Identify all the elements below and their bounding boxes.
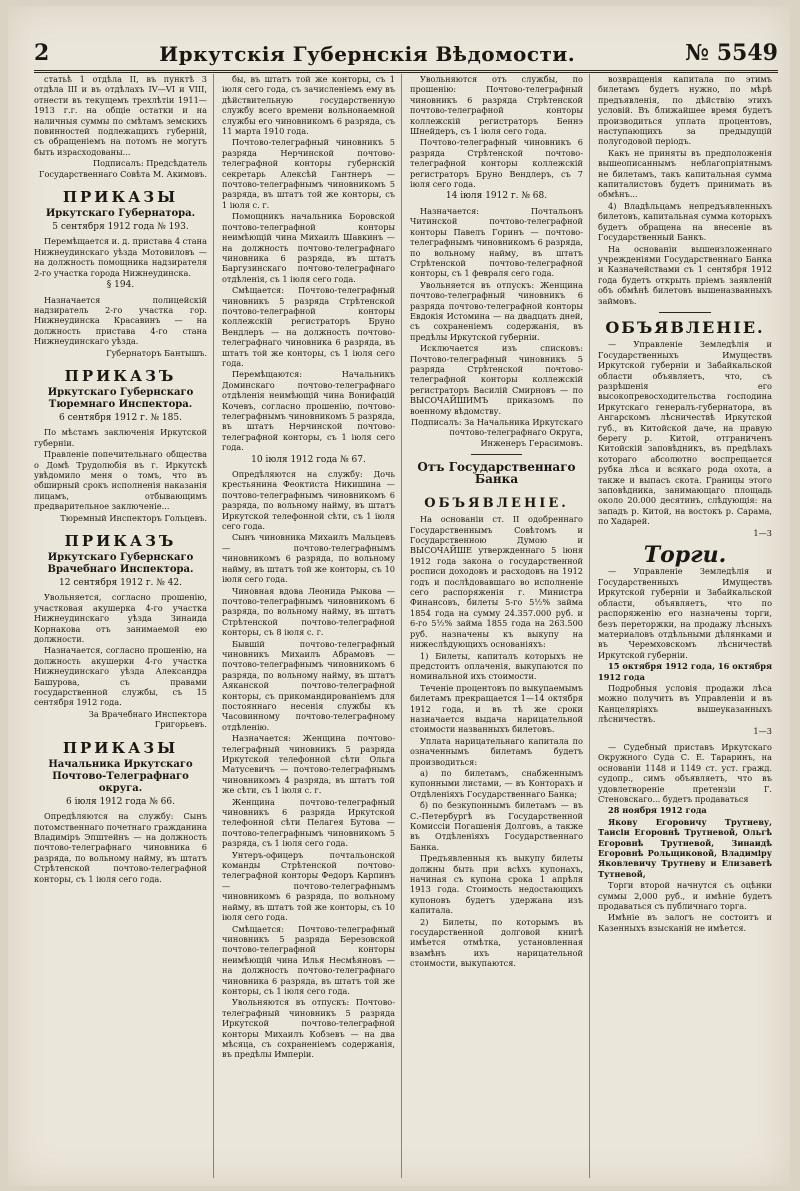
column-4 [598, 74, 778, 1178]
signature: Подписалъ: Предсѣдатель Государственнаго Совѣта М. Акимовъ. [39, 158, 207, 179]
paragraph: 4) Владѣльцамъ непредъявленныхъ билетовъ, капитальная сумма которыхъ будетъ обращена на внесеніе въ Государственный Банкъ. [598, 200, 772, 243]
signature: Губернаторъ Бантышъ. [106, 347, 207, 358]
section-date: 6 іюля 1912 года № 66. [66, 796, 175, 807]
paragraph: Какъ не приняты въ предположенія вышеописаннымъ неблагопріятнымъ не билетамъ, такъ капитальная сумма капиталистовъ будетъ принимать въ обмѣнъ... [598, 147, 772, 200]
paragraph: Помощникъ начальника Боровской почтово-телеграфной конторы неимѣющій чина Михаилъ Шавкинъ — на должность почтово-телеграфнаго чиновника 6 разряда, въ штатъ Баргузинскаго почтово-телеграфнаго отдѣленія, съ 1 іюля сего года. [222, 211, 395, 284]
paragraph: Почтово-телеграфный чиновникъ 6 разряда Стрѣтенской почтово-телеграфной конторы коллежскій регистраторъ Бруно Вендлеръ, съ 7 іюля сего года. [410, 137, 583, 190]
section-title: ПРИКАЗЪ [64, 532, 177, 550]
section-date: 14 іюля 1912 г. № 68. [445, 191, 548, 202]
section-title: ПРИКАЗЫ [62, 188, 179, 207]
paragraph: На основаніи вышеизложеннаго учрежденіями Государственнаго Банка и Казначействами съ 1 сентября 1912 года будетъ открыть пріемъ заявленій объ обмѣнѣ билетовъ вышеназванныхъ займовъ. [598, 243, 772, 306]
newspaper-page [8, 6, 790, 1186]
section-date: § 194. [106, 280, 135, 291]
paragraph: б) по безкупоннымъ билетамъ — въ С.-Петербургѣ въ Государственной Комиссіи Погашенія Долговъ, а также въ Отдѣленіяхъ Государственнаго Банка. [410, 800, 583, 852]
paragraph: Подробныя условія продажи лѣса можно получить въ Управленіи и въ Канцеляріяхъ вышеуказанныхъ лѣсничествъ. [598, 682, 772, 725]
signature: 1—3 [753, 725, 772, 736]
divider [659, 312, 711, 313]
paragraph: Теченіе процентовъ по выкупаемымъ билетамъ прекращается 1—14 октября 1912 года, и въ тѣ же сроки назначается выдача нарицательной стоимости названныхъ билетовъ. [410, 682, 583, 735]
column-3 [410, 74, 590, 1178]
paragraph: бы, въ штатъ той же конторы, съ 1 іюля сего года, съ зачисленіемъ ему въ дѣйствительную государственную службу всего времени вольнонаемной службы его чиновникомъ 6 разряда, съ 11 марта 1910 года. [222, 74, 395, 137]
paragraph: — Управленіе Земледѣлія и Государственныхъ Имуществъ Иркутской губерніи и Забайкальской области объявляетъ, что, съ разрѣшенія его высокопревосходительства господина Иркутскаго генералъ-губернатора, въ Ангарскомъ лѣсничествѣ Иркутской губ., въ Китойской даче, на правую берегу р. Китой, отграниченъ Китойскій заповѣдникъ, въ предѣлахъ котораго абсолютно воспрещается рубка лѣса и всякаго рода охота, а также и выпасъ скота. Границы этого заповѣдника, занимающаго площадь около 20.000 десятинъ, слѣдующія: на западъ р. Китой, на востокъ р. Сарама, по Хадарей. [598, 339, 772, 527]
paragraph: Назначается полицейскій надзиратель 2-го участка гор. Нижнеудинска Красавинъ — на должность пристава 4-го стана Нижнеудинскаго уѣзда. [34, 294, 207, 347]
section-subtitle: ОБЪЯВЛЕНІЕ. [424, 496, 569, 512]
paragraph: По мѣстамъ заключенія Иркутской губерніи. [34, 427, 207, 448]
section-date: 5 сентября 1912 года № 193. [52, 222, 189, 233]
page-number: 2 [34, 40, 50, 66]
section-date: 6 сентября 1912 г. № 185. [59, 412, 182, 423]
section-subtitle: Иркутскаго Губернскаго Врачебнаго Инспектора. [47, 552, 194, 575]
signature: 1—3 [753, 527, 772, 538]
paragraph: Смѣщается: Почтово-телеграфный чиновникъ 5 разряда Березовской почтово-телеграфной конторы неимѣющій чина Илья Несмѣяновъ — на должность почтово-телеграфнаго чиновника 6 разряда, въ штатъ той же конторы, съ 1 іюля сего года. [222, 923, 395, 996]
divider [471, 454, 523, 455]
paragraph: Увольняется въ отпускъ: Женщина почтово-телеграфный чиновникъ 6 разряда почтово-телеграфной конторы Евдокія Истомина — на двадцать дней, съ сохраненіемъ содержанія, въ предѣлы Иркутской губерніи. [410, 279, 583, 342]
column-1 [34, 74, 214, 1178]
paragraph: Правленіе попечительнаго общества о Домѣ Трудолюбія въ г. Иркутскѣ увѣдомило меня о томъ, что въ обширный срокъ исполненія наказанія лицамъ, отбывающимъ предварительное заключеніе... [34, 449, 207, 512]
paragraph: Назначается: Почтальонъ Читинской почтово-телеграфной конторы Павелъ Горинъ — почтово-телеграфнымъ чиновникомъ 6 разряда, по вольному найму, въ штатъ Стрѣтенской почтово-телеграфной конторы, съ 1 февраля сего года. [410, 205, 583, 279]
paragraph: Предъявленныя къ выкупу билеты должны быть при всѣхъ купонахъ, начиная съ купона срока 1 апрѣля 1913 года. Стоимость недостающихъ купоновъ будетъ удержана изъ капитала. [410, 853, 583, 916]
paragraph: Опредѣляются на службу: Сынъ потомственнаго почетнаго гражданина Владиміръ Эпштейнъ — на должность почтово-телеграфнаго чиновника 6 разряда, по вольному найму, въ штатъ Стрѣтенской почтово-телеграфной конторы, съ 1 іюля сего года. [34, 811, 207, 884]
signature: Подписалъ: За Начальника Иркутскаго почтово-телеграфнаго Округа, Инженеръ Герасимовъ. [411, 417, 583, 448]
column-2 [222, 74, 402, 1178]
paragraph: Перемѣщается и. д. пристава 4 стана Нижнеудинскаго уѣзда Мотовиловъ — на должность помощника надзирателя 2-го участка города Нижнеудинска. [34, 236, 207, 278]
paragraph: 2) Билеты, по которымъ въ государственной долговой книгѣ имѣется отмѣтка, установленная взамѣнъ ихъ нарицательной стоимости, выкупаются. [410, 916, 583, 969]
paragraph: Бывшій почтово-телеграфный чиновникъ Михаилъ Абрамовъ — почтово-телеграфнымъ чиновникомъ 6 разряда, по вольному найму, въ штатъ Аяканской почтово-телеграфной конторы, съ прикомандированіемъ для постояннаго несенія службы къ Часовинному почтово-телеграфному отдѣленію. [222, 638, 395, 732]
paragraph: Опредѣляются на службу: Дочь крестьянина Феоктиста Никишина — почтово-телеграфнымъ чиновникомъ 6 разряда, по вольному найму, въ штатъ Иркутской телефонной сѣти, съ 1 іюля сего года. [222, 469, 395, 532]
paragraph: Назначается, согласно прошенію, на должность акушерки 4-го участка Нижнеудинскаго уѣзда Александра Башурова, съ правами государственной службы, съ 15 сентября 1912 года. [34, 645, 207, 708]
paragraph: — Управленіе Земледѣлія и Государственныхъ Имуществъ Иркутской губерніи и Забайкальской области, объявляетъ, что по распоряженію его назначены торги, безъ переторжки, на продажу лѣсныхъ материаловъ отдѣльными дѣлянками и въ Черемховскомъ лѣсничествѣ Иркутской губерніи. [598, 566, 772, 660]
highlighted-names: Якову Егоровичу Трутневу, Таисіи Егоровнѣ Трутневой, Ольгѣ Егоровнѣ Трутневой, Зинаидѣ Егоровнѣ Рольщиковой, Владиміру Яковлевичу Трутневу и Елизаветѣ Тутневой, [598, 816, 772, 879]
paragraph: Увольняются въ отпускъ: Почтово-телеграфный чиновникъ 5 разряда Иркутской почтово-телеграфной конторы Михаилъ Кобзевъ — на два мѣсяца, съ сохраненіемъ содержанія, въ предѣлы Имперіи. [222, 997, 395, 1060]
signature: Тюремный Инспекторъ Гольцевъ. [60, 512, 207, 523]
paragraph: возвращенія капитала по этимъ билетамъ будетъ нужно, по мѣрѣ предъявленія, по дѣйствію этихъ условій. Въ ближайшее время будетъ производиться уплата процентовъ, наступающихъ за предыдущій полугодовой періодъ. [598, 74, 772, 147]
page-header [34, 24, 778, 73]
text-columns [34, 74, 778, 1178]
issue-number: № 5549 [685, 40, 778, 66]
section-title: Торги. [643, 542, 727, 569]
section-title: ПРИКАЗЫ [62, 738, 179, 757]
paragraph: Смѣщается: Почтово-телеграфный чиновникъ 5 разряда Стрѣтенской почтово-телеграфной конторы коллежскій регистраторъ Бруно Вендлеръ — на должность почтово-телеграфнаго чиновника 6 разряда, въ штатъ той же конторы, съ 1 іюля сего года. [222, 285, 395, 368]
paragraph: статьѣ 1 отдѣла II, въ пунктѣ 3 отдѣла III и въ отдѣлахъ IV—VI и VIII, отнести въ текущемъ трехлѣтіи 1911—1913 г.г. на общіе остатки и на наличныя суммы по смѣтамъ земскихъ повинностей подлежащихъ губерній, съ обращеніемъ на потомъ не могутъ быть израсходованы... [34, 74, 207, 157]
signature: За Врачебнаго Инспектора Григорьевъ. [88, 708, 207, 730]
newspaper-title: Иркутскія Губернскія Вѣдомости. [159, 42, 576, 66]
section-date: 10 іюля 1912 года № 67. [251, 454, 366, 465]
paragraph: Почтово-телеграфный чиновникъ 5 разряда Нерчинской почтово-телеграфной конторы губернскій секретарь Алексѣй Гантнеръ — почтово-телеграфнымъ чиновникомъ 5 разряда, въ штатъ той же конторы, съ 1 іюля с. г. [222, 137, 395, 210]
paragraph: Имѣніе въ залогъ не состоитъ и Казенныхъ взысканій не имѣется. [598, 912, 772, 933]
section-subtitle: Иркутскаго Губернскаго Тюремнаго Инспектора. [47, 386, 194, 410]
section-title: ПРИКАЗЪ [64, 366, 177, 385]
paragraph: 1) Билеты, капиталъ которыхъ не предстоитъ оплаченія, выкупаются по номинальной ихъ стоимости. [410, 650, 583, 682]
section-subtitle: Начальника Иркутскаго Почтово-Телеграфнаго округа. [48, 758, 193, 794]
paragraph: Уплата нарицательнаго капитала по означеннымъ билетамъ будетъ производиться: [410, 735, 583, 767]
paragraph: а) по билетамъ, снабженнымъ купонными листами, — въ Конторахъ и Отдѣленіяхъ Государственнаго Банка; [410, 767, 583, 799]
paragraph: Назначается: Женщина почтово-телеграфный чиновникъ 5 разряда Иркутской телефонной сѣти Ольга Матусевичъ — почтово-телеграфнымъ чиновникомъ 4 разряда, въ штатъ той же сѣти, съ 1 іюля с. г. [222, 733, 395, 796]
paragraph: Исключается изъ списковъ: Почтово-телеграфный чиновникъ 5 разряда Стрѣтенской почтово-телеграфной конторы коллежскій регистраторъ Василій Смирновъ — по ВЫСОЧАЙШИМЪ приказомъ по военному вѣдомству. [410, 343, 583, 416]
paragraph: На основаніи ст. II одобреннаго Государственнымъ Совѣтомъ и Государственною Думою и ВЫСОЧАЙШЕ утвержденнаго 5 іюня 1912 года закона о государственной росписи доходовъ и расходовъ на 1912 годъ и послѣдовавшаго во исполненіе сего распоряженія г. Министра Финансовъ, билеты 5-го 5½% займа 1854 года на сумму 24.357.000 руб. и 6-го 5½% займа 1855 года на 263.500 руб. назначены къ выкупу на нижеслѣдующихъ основаніяхъ: [410, 514, 583, 650]
highlighted-date: 28 ноября 1912 года [608, 805, 707, 816]
paragraph: Чиновная вдова Леонида Рыкова — почтово-телеграфнымъ чиновникомъ 6 разряда, по вольному найму, въ штатъ Стрѣтенской почтово-телеграфной конторы, съ 8 іюля с. г. [222, 585, 395, 638]
section-subtitle: Иркутскаго Губернатора. [45, 208, 196, 220]
paragraph: Унтеръ-офицеръ почтальонской команды Стрѣтенской почтово-телеграфной конторы Федоръ Карпинъ — почтово-телеграфнымъ чиновникомъ 6 разряда, по вольному найму, въ штатъ той же конторы, съ 10 іюля сего года. [222, 849, 395, 923]
paragraph: Увольняется, согласно прошенію, участковая акушерка 4-го участка Нижнеудинскаго уѣзда Зинаида Корнакова отъ занимаемой ею должности. [34, 592, 207, 645]
paragraph: Перемѣщаются: Начальникъ Доминскаго почтово-телеграфнаго отдѣленія неимѣющій чина Вонифацій Кочевъ, согласно прошенію, почтово-телеграфнымъ чиновникомъ 5 разряда, въ штатъ Нерчинской почтово-телеграфной конторы, съ 1 іюля сего года. [222, 369, 395, 453]
paragraph: Сынъ чиновника Михаилъ Мальцевъ — почтово-телеграфнымъ чиновникомъ 6 разряда, по вольному найму, въ штатъ той же конторы, съ 10 іюля сего года. [222, 532, 395, 585]
section-title: ОБЪЯВЛЕНІЕ. [605, 317, 765, 337]
section-title: Отъ Государственнаго Банка [417, 460, 576, 487]
paragraph: Женщина почтово-телеграфный чиновникъ 6 разряда Иркутской телефонной сѣти Пелагея Бутова — почтово-телеграфнымъ чиновникомъ 5 разряда, съ 1 іюля сего года. [222, 796, 395, 849]
highlighted-dates: 15 октября 1912 года, 16 октября 1912 года [598, 661, 772, 682]
section-date: 12 сентября 1912 г. № 42. [59, 578, 182, 588]
paragraph: Торги второй начнутся съ оцѣнки суммы 2,000 руб., и имѣніе будетъ продаваться съ публичнаго торга. [598, 880, 772, 912]
paragraph: — Судебный приставъ Иркутскаго Окружного Суда С. Е. Тараринъ, на основаніи 1148 и 1149 ст. уст. гражд. судопр., симъ объявляетъ, что въ удовлетвореніе претензіи Г. Стеновскаго... будетъ продаваться [598, 741, 772, 804]
paragraph: Увольняются отъ службы, по прошенію: Почтово-телеграфный чиновникъ 6 разряда Стрѣтенской почтово-телеграфной конторы коллежскій регистраторъ Беннэ Шнейдеръ, съ 1 іюля сего года. [410, 74, 583, 137]
